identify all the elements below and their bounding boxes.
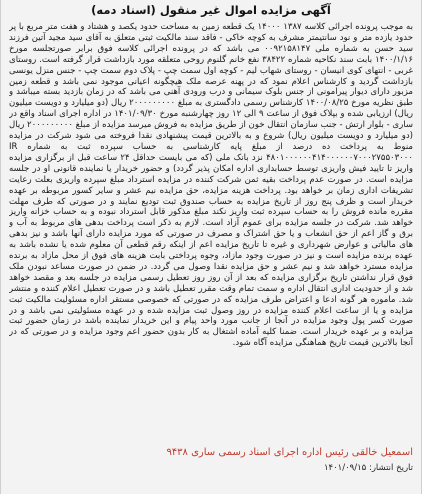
signature-line: اسمعیل خالقی رئیس اداره اجرای اسناد رسمی ساری ۹۴۳۸	[166, 447, 413, 458]
publication-date: تاریخ انتشار: ۱۴۰۱/۰۹/۱۵	[323, 463, 413, 473]
notice-title: آگهی مزایده اموال غیر منقول (اسناد دمه)	[91, 3, 331, 17]
notice-body: به موجب پرونده اجرائی کلاسه ۱۳۸۷ ۱۴۰۰۰ یک قطعه زمین به مساحت حدود یکصد و هشتاد و هفت متر مربع با پر حدود یازده متر و نود سانتیمتر مشرف به کوچه خاکی - فاقد سند مالکیت ثبتی متعلق به آقای سید مجید آتین فرزند سید حسن به شماره ملی ۰۰۹۲۱۵۸۱۴۷ می باشد که در پرونده اجرائی کلاسه فوق برابر صورتجلسه مورخ ۱۴۰۰/۱/۱۶ بابت سند نکاحیه شماره ۳۸۴۲۲ نفع خانم گلنوم روحی متعلقه مورد بازداشت قرار گرفته است. روستای غربی - انتهای کوی انیسان - روستای شهاب لیم - کوچه اول سمت چپ - پلاک دوم سمت چپ - جنس منزل یونسی بازداشت گردید و کارشناس اعلام نمود که در پهنه عرصه ملک هیچگونه اعیانی موجود نمی باشد و قطعه زمین مزبور دارای دیوار پیرامونی از جنس بلوک سیمانی و درب ورودی آهنی می باشد که در زمان بازدید بسته میباشد و طبق نظریه مورخ ۱۴۰۰/۰۸/۲۵ کارشناس رسمی دادگستری به مبلغ ۲۰۰۰۰۰۰۰۰۰ ریال (دو میلیارد و دویست میلیون ریال) ارزیابی شده و بپلاک فوق از ساعت ۹ الی ۱۲ روز چهارشنبه مورخ ۱۴۰۱/۰۹/۳۰ در اداره اجرای اسناد واقع در ساری - بلوار ارتش - جنب سازمان انتقال خون از طریق مزایده به فروش میرسد مزایده از مبلغ ۲۰۰۰۰۰۰۰۰۰ ریال (دو میلیارد و دویست میلیون ریال) شروع و به بالاترین قیمت پیشنهادی نقدا فروخته می شود شرکت در مزایده منوط به پرداخت ده درصد از مبلغ پایه کارشناسی به حساب سپرده ثبت به شماره IR ۴۸۰۱۰۰۰۰۰۰۴۱۴۰۰۰۰۰۰۷۰۰۰۲۷۵۵۰۳۰۰۰ نزد بانک ملی (که می بایست حداقل ۲۴ ساعت قبل از برگزاری مزایده واریز تا تایید فیش واریزی توسط حسابداری اداره امکان پذیر گردد) و حضور خریدار یا نماینده قانونی او در جلسه مزایده است. در صورت عدم پرداخت بقیه ثمن شرکت کننده در مزایده استرداد مبلغ سپرده واریزی بعلت رعایت تشریفات اداری زمان بر خواهد بود. پرداخت هزینه مزایده، حق مزایده نیم عشر و سایر کسور مربوطه بر عهده خریدار است و ظرف پنج روز از تاریخ مزایده به حساب صندوق ثبت تودیع نمایند و در صورتی که طرف مهلت مقرره مانده فروش را به حساب سپرده ثبت واریز نکند مبلغ مذکور قابل استرداد نبوده و به حساب خزانه واریز خواهد شد. شرکت در جلسه مزایده برای عموم آزاد است. لازم به ذکر است پرداخت بدهی های مربوط به آب و برق و گاز اعم از حق انشعاب و یا حق اشتراک و مصرف در صورتی که مورد مزایده دارای آنها باشد و نیز بدهی های مالیاتی و عوارض شهرداری و غیره تا تاریخ مزایده اعم از اینکه رقم قطعی آن معلوم شده یا نشده باشد به عهده برنده مزایده است و نیز در صورت وجود مازاد، وجوه پرداختی بابت هزینه های فوق از محل مازاد به برنده مزایده مسترد خواهد شد و نیم عشر و حق مزایده نقدا وصول می گردد. در ضمن در صورت مساعد نبودن ملک فوق قرار نداشتن تاریخ برگزاری مزایده که بعد از آن روز روز تعطیل رسمی مزایده در جلسه بعد و مقصد خواهد شد و از حدودیت اداری انتقال اداره و سمت تمام وقت مقرر تعطیل باشد و در صورت تعطیل اعلام کننده و منتشر شد. ماموره هر گونه ادعا و اعتراض طرف مزایده که در صورتی که خصوصی مستقر اداره مسئولیت مالکیت ثبت مزایده و یا از ساعت اعلام کننده مزایده در روز وصول ثبت مزایده شده و در عهده مسئولیتی نمی باشد و در صورت کسر پول وجود مزایده در آنجا از جانب مورد واحد پیام و این خریدار نماینده باشد در زمان حضور ثبت مزایده و بر عهده خریدار است. ضمنا کلیه آماده اشتغال به کار بدون حضور اعم وجود مزایده و در صورتی که در آنجا بالاترین قیمت تاریخ هماهنگی مزایده آگاه شود.	[9, 22, 413, 349]
